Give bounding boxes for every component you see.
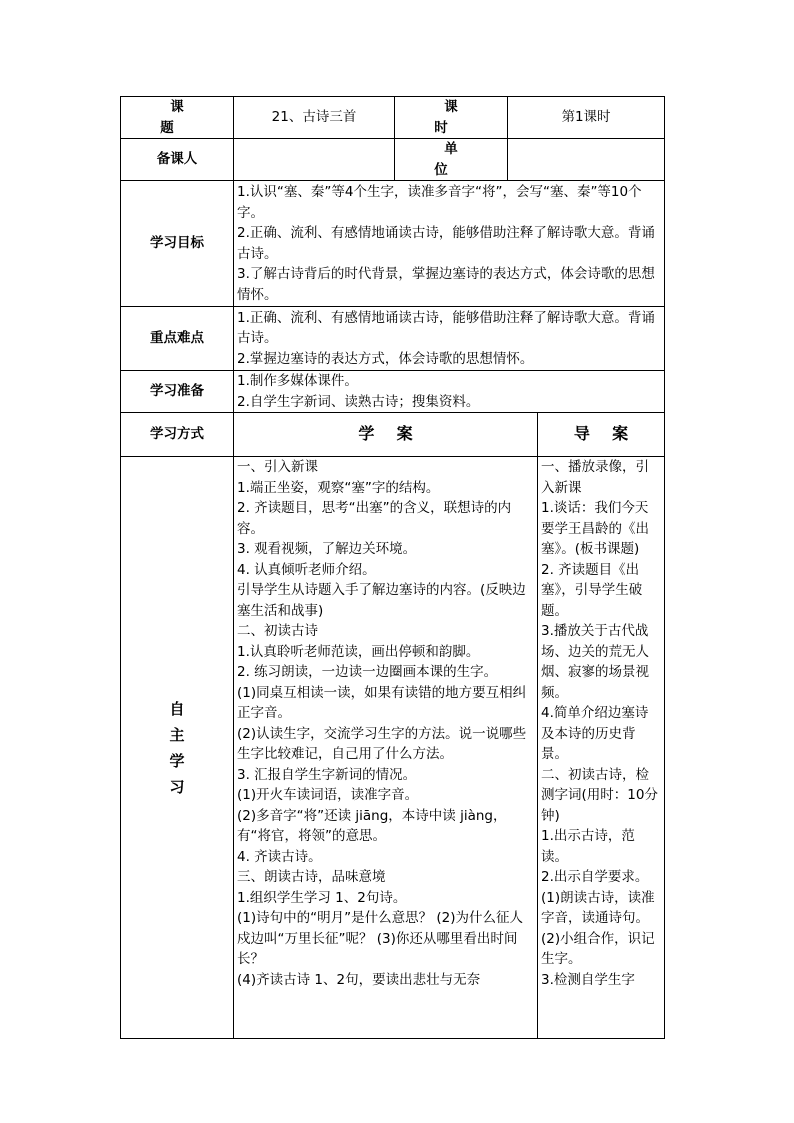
self-study-label-char: 学 [169,751,185,770]
study-plan-scroll [237,457,534,1037]
topic-row [121,97,665,139]
objectives-label: 学习目标 [121,181,234,307]
methods-row [121,413,665,457]
lesson-plan-table [120,96,665,1039]
preparer-value [234,139,395,181]
period-value: 第1课时 [508,97,665,139]
key-points-content [234,307,665,371]
topic-value: 21、古诗三首 [234,97,395,139]
preparer-label: 备课人 [121,139,234,181]
study-plan-content [234,457,538,1039]
study-plan-line: (2)多音字“将”还读 jiāng，本诗中读 jiàng，有“将官，将领”的意思。 [237,807,507,844]
self-study-row [121,457,665,1039]
study-plan-line: 一、引入新课 [237,459,318,475]
guide-plan-line: (2)小组合作，识记生字。 [541,930,655,967]
preparation-line: 1.制作多媒体课件。 [237,373,358,389]
guide-plan-line: 1.谈话：我们今天要学王昌龄的《出塞》。(板书课题) [541,500,649,557]
self-study-label-char: 习 [169,777,185,796]
study-plan-line: 1.组织学生学习 1、2句诗。 [237,889,407,906]
study-plan-line: 引导学生从诗题入手了解边塞诗的内容。(反映边塞生活和战事) [237,582,526,619]
study-plan-line: 4. 认真倾听老师介绍。 [237,561,376,578]
guide-plan-line: (1)朗读古诗，读准字音，读通诗句。 [541,889,655,926]
guide-plan-line: 2. 齐读题目《出塞》，引导学生破题。 [541,561,643,619]
guide-plan-line: 3.检测自学生字 [541,971,635,988]
guide-plan-line: 一、播放录像，引入新课 [541,459,649,496]
study-plan-line: 三、朗读古诗，品味意境 [237,869,386,885]
study-plan-line: 3. 汇报自学生字新词的情况。 [237,766,417,783]
preparation-label: 学习准备 [121,371,234,413]
study-plan-line: (1)诗句中的“明月”是什么意思？ (2)为什么征人戍边叫“万里长征”呢？ (3)你还从哪里看出时间长？ [237,910,524,967]
study-plan-line: (2)认读生字，交流学习生字的方法。说一说哪些生字比较难记，自己用了什么方法。 [237,725,527,762]
key-points-line: 2.掌握边塞诗的表达方式，体会诗歌的思想情怀。 [237,350,534,367]
key-points-row [121,307,665,371]
guide-plan-line: 4.简单介绍边塞诗及本诗的历史背景。 [541,705,649,762]
self-study-label-char: 自 [169,699,185,718]
study-plan-line: (1)同桌互相读一读，如果有读错的地方要互相纠正字音。 [237,684,527,721]
study-plan-line: (4)齐读古诗 1、2句，要读出悲壮与无奈 [237,971,481,988]
unit-value [508,139,665,181]
objectives-line: 1.认识“塞、秦”等4个生字，读准多音字“将”，会写“塞、秦”等10个字。 [237,184,642,221]
guide-plan-scroll [541,457,661,1037]
guide-plan-line: 2.出示自学要求。 [541,869,649,885]
self-study-label-cell [121,457,234,1039]
unit-label: 单 位 [395,139,508,181]
objectives-content [234,181,665,307]
guide-plan-line: 1.出示古诗，范读。 [541,828,635,865]
preparation-content [234,371,665,413]
guide-plan-header: 导 案 [538,413,665,457]
study-plan-header: 学 案 [234,413,538,457]
study-plan-line: 1.认真聆听老师范读，画出停顿和韵脚。 [237,643,480,660]
study-plan-line: 4. 齐读古诗。 [237,848,322,865]
self-study-label-char: 主 [169,725,185,744]
self-study-label [124,696,230,800]
study-plan-line: (1)开火车读词语，读准字音。 [237,787,419,803]
study-plan-line: 2. 齐读题目，思考“出塞”的含义，联想诗的内容。 [237,500,512,537]
objectives-row [121,181,665,307]
objectives-line: 2.正确、流利、有感情地诵读古诗，能够借助注释了解诗歌大意。背诵古诗。 [237,225,655,262]
topic-label: 课 题 [121,97,234,139]
guide-plan-line: 二、初读古诗，检测字词(用时：10分钟) [541,766,658,824]
study-plan-line: 1.端正坐姿，观察“塞”字的结构。 [237,479,440,496]
key-points-line: 1.正确、流利、有感情地诵读古诗，能够借助注释了解诗歌大意。背诵古诗。 [237,309,655,347]
objectives-line: 3.了解古诗背后的时代背景，掌握边塞诗的表达方式，体会诗歌的思想情怀。 [237,266,655,303]
guide-plan-line: 3.播放关于古代战场、边关的荒无人烟、寂寥的场景视频。 [541,623,649,701]
guide-plan-content [538,457,665,1039]
study-plan-line: 2. 练习朗读，一边读一边圈画本课的生字。 [237,664,498,680]
preparation-line: 2.自学生字新词、读熟古诗；搜集资料。 [237,393,480,410]
period-label: 课 时 [395,97,508,139]
lesson-plan-page [120,96,664,1039]
study-plan-line: 二、初读古诗 [237,623,318,639]
study-plan-line: 3. 观看视频，了解边关环境。 [237,541,417,557]
preparer-row [121,139,665,181]
key-points-label: 重点难点 [121,307,234,371]
methods-label: 学习方式 [121,413,234,457]
preparation-row [121,371,665,413]
